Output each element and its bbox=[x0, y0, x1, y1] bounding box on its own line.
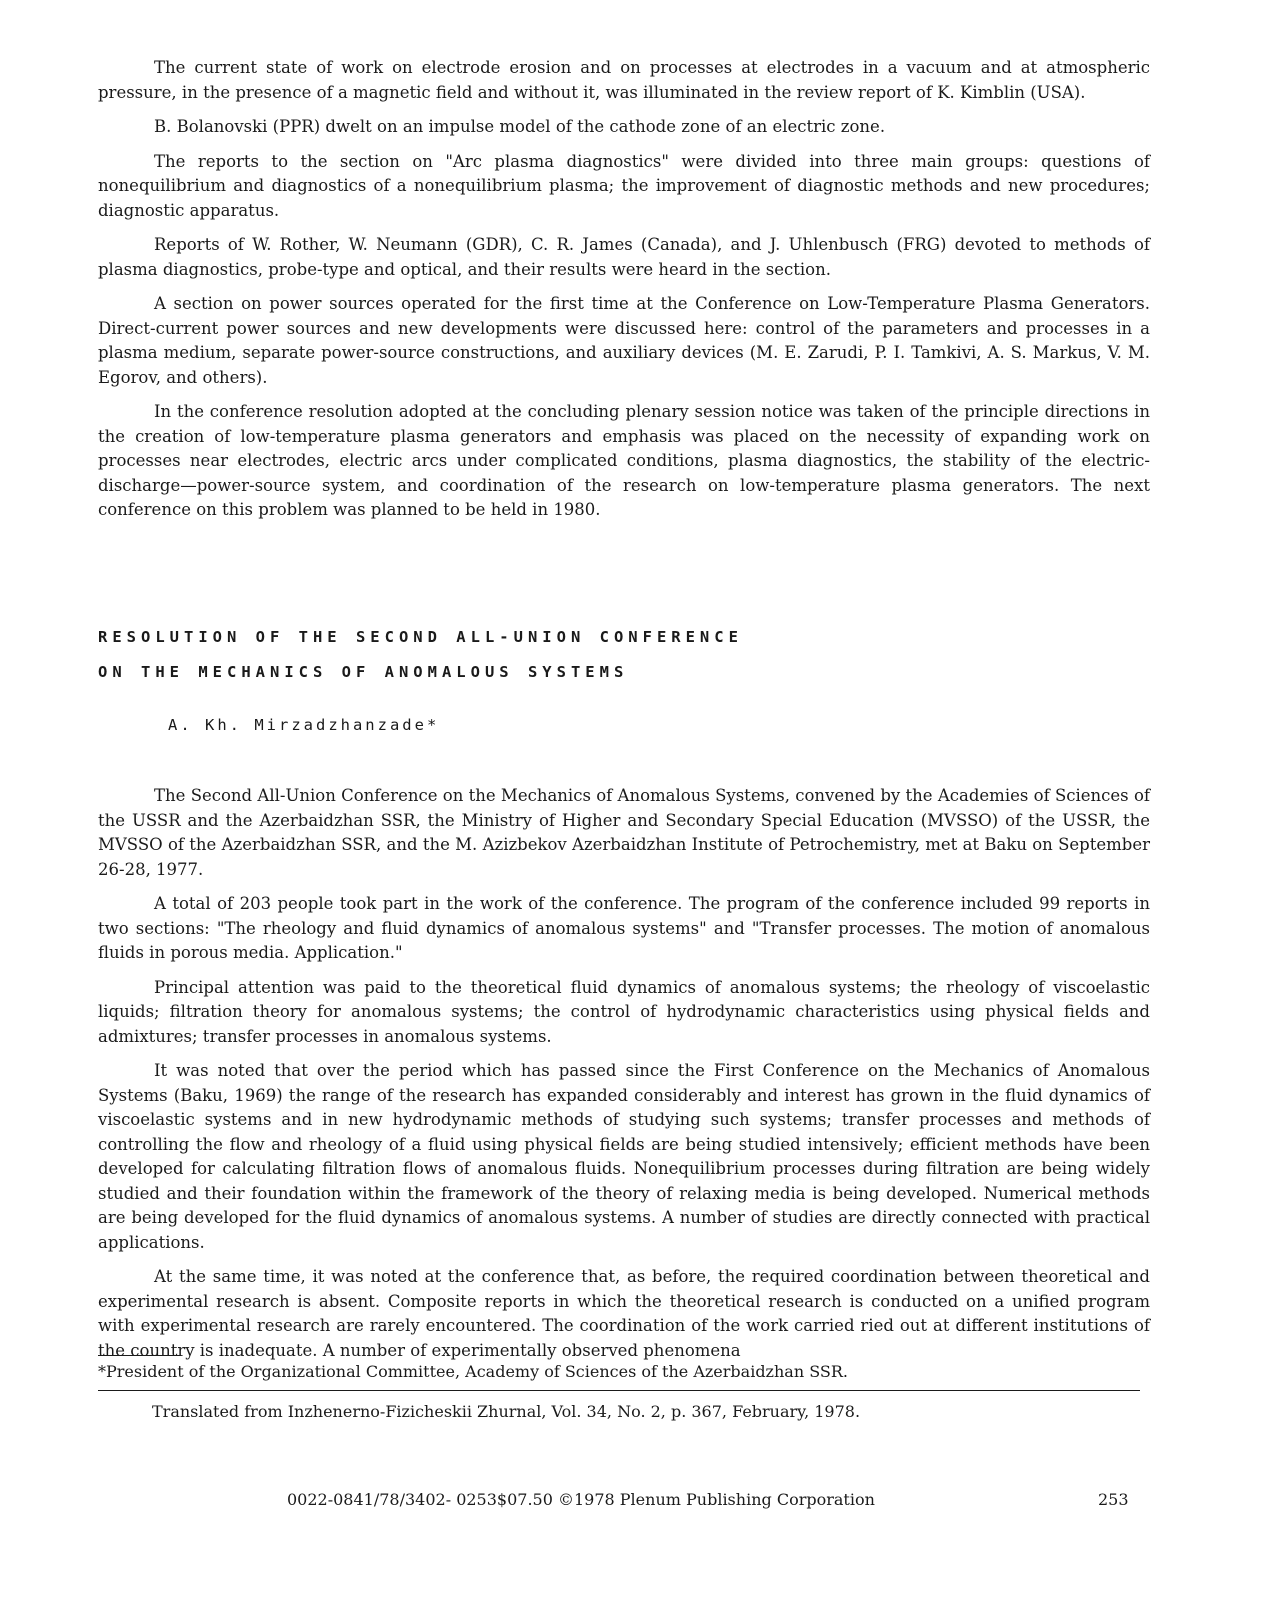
paragraph: B. Bolanovski (PPR) dwelt on an impulse model of the cathode zone of an electric zone. bbox=[154, 117, 886, 136]
copyright-line: 0022-0841/78/3402- 0253$07.50 ©1978 Plenum Publishing Corporation bbox=[287, 1490, 875, 1509]
paragraph: The Second All-Union Conference on the Mechanics of Anomalous Systems, convened by the Academies of Sciences of the USSR and the Azerbaidzhan SSR, the Ministry of Higher and Secondary Special Education (MVSSO) of the USSR, the MVSSO of the Azerbaidzhan SSR, and the M. Azizbekov Azerbaidzhan Institute of Petrochemistry, met at Baku on September 26-28, 1977. bbox=[98, 786, 1150, 879]
article-title-line-2: ON THE MECHANICS OF ANOMALOUS SYSTEMS bbox=[98, 663, 629, 681]
paragraph: The reports to the section on "Arc plasma diagnostics" were divided into three main groups: questions of nonequilibrium and diagnostics of a nonequilibrium plasma; the improvement of diagnostic methods and new procedures; diagnostic apparatus. bbox=[98, 151, 1150, 220]
article-body bbox=[98, 784, 1150, 1373]
translation-source: Translated from Inzhenerno-Fizicheskii Zhurnal, Vol. 34, No. 2, p. 367, February, 1978. bbox=[152, 1402, 861, 1421]
paragraph: Reports of W. Rother, W. Neumann (GDR), C. R. James (Canada), and J. Uhlenbusch (FRG) devoted to methods of plasma diagnostics, probe-type and optical, and their results were heard in the section. bbox=[98, 235, 1150, 279]
paragraph: A total of 203 people took part in the work of the conference. The program of the conference included 99 reports in two sections: "The rheology and fluid dynamics of anomalous systems" and "Transfer processes. The motion of anomalous fluids in porous media. Application." bbox=[98, 894, 1150, 962]
page-number: 253 bbox=[1098, 1490, 1129, 1509]
paragraph: It was noted that over the period which has passed since the First Conference on the Mechanics of Anomalous Systems (Baku, 1969) the range of the research has expanded considerably and interest has grown in the fluid dynamics of viscoelastic systems and in new hydrodynamic methods of studying such systems; transfer processes and methods of controlling the flow and rheology of a fluid using physical fields are being studied intensively; efficient methods have been developed for calculating filtration flows of anomalous fluids. Nonequilibrium processes during filtration are being widely studied and their foundation within the framework of the theory of relaxing media is being developed. Numerical methods are being developed for the fluid dynamics of anomalous systems. A number of studies are directly connected with practical applications. bbox=[98, 1061, 1150, 1252]
footnote: *President of the Organizational Committee, Academy of Sciences of the Azerbaidzhan SSR. bbox=[98, 1362, 848, 1381]
paragraph: A section on power sources operated for the first time at the Conference on Low-Temperature Plasma Generators. Direct-current power sources and new developments were discussed here: control of the parameters and processes in a plasma medium, separate power-source constructions, and auxiliary devices (M. E. Zarudi, P. I. Tamkivi, A. S. Markus, V. M. Egorov, and others). bbox=[98, 294, 1150, 387]
previous-article-text bbox=[98, 56, 1150, 533]
paragraph: In the conference resolution adopted at the concluding plenary session notice was taken of the principle directions in the creation of low-temperature plasma generators and emphasis was placed on the necessity of expanding work on processes near electrodes, electric arcs under complicated conditions, plasma diagnostics, the stability of the electric-discharge—power-source system, and coordination of the research on low-temperature plasma generators. The next conference on this problem was planned to be held in 1980. bbox=[98, 402, 1150, 519]
article-title-line-1: RESOLUTION OF THE SECOND ALL-UNION CONFERENCE bbox=[98, 628, 743, 646]
paragraph: The current state of work on electrode erosion and on processes at electrodes in a vacuum and at atmospheric pressure, in the presence of a magnetic field and without it, was illuminated in the review report of K. Kimblin (USA). bbox=[98, 58, 1150, 102]
source-divider bbox=[98, 1390, 1140, 1391]
article-author: A. Kh. Mirzadzhanzade* bbox=[168, 716, 440, 734]
paragraph: Principal attention was paid to the theoretical fluid dynamics of anomalous systems; the rheology of viscoelastic liquids; filtration theory for anomalous systems; the control of hydrodynamic characteristics using physical fields and admixtures; transfer processes in anomalous systems. bbox=[98, 977, 1150, 1046]
paragraph: At the same time, it was noted at the conference that, as before, the required coordination between theoretical and experimental research is absent. Composite reports in which the theoretical research is conducted on a unified program with experimental research are rarely encountered. The coordination of the work carried ried out at different institutions of the country is inadequate. A number of experimentally observed phenomena bbox=[98, 1267, 1150, 1360]
footnote-divider bbox=[98, 1355, 180, 1356]
